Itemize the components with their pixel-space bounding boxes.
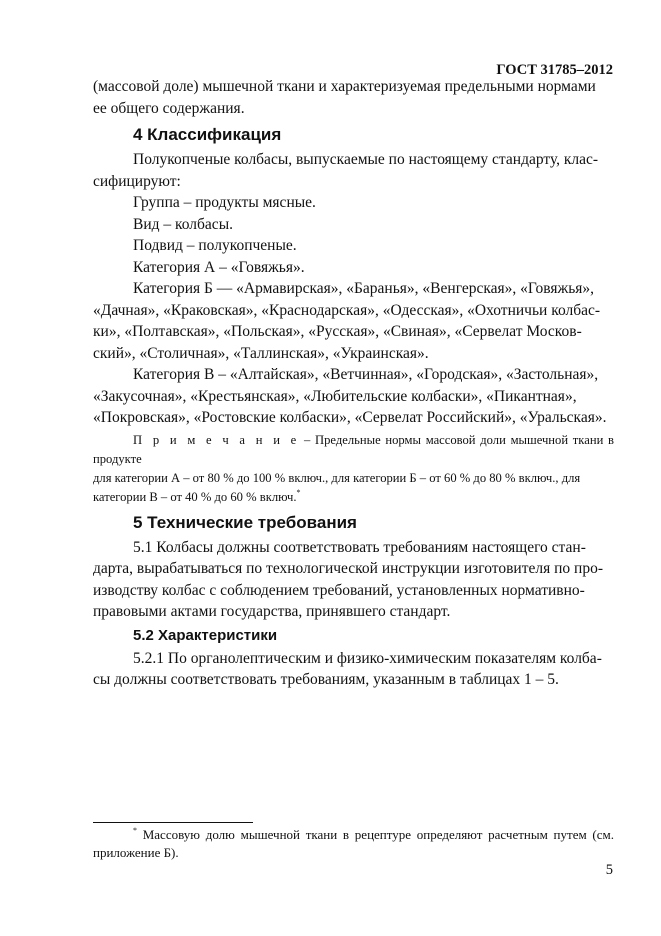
category-b-line: ский», «Столичная», «Таллинская», «Украинская». — [93, 344, 429, 362]
section-5-heading: 5 Технические требования — [133, 512, 357, 532]
page-content — [93, 76, 614, 691]
paragraph-line: Полукопченые колбасы, выпускаемые по настоящему стандарту, клас- — [133, 151, 599, 168]
category-b-line: Категория Б — «Армавирская», «Баранья», «Венгерская», «Говяжья», — [133, 280, 595, 297]
note-text: – Предельные нормы массовой доли мышечной ткани в продукте — [93, 432, 614, 466]
classification-group: Группа – продукты мясные. — [133, 194, 316, 211]
category-c-line: Категория В – «Алтайская», «Ветчинная», «Городская», «Застольная», — [133, 366, 599, 383]
note — [93, 431, 614, 507]
footnote-marker: * — [296, 487, 301, 497]
paragraph-line: 5.2.1 По органолептическим и физико-химическим показателям колба- — [133, 649, 602, 667]
note-text: категории В – от 40 % до 60 % включ. — [93, 489, 297, 504]
category-c-line: «Покровская», «Ростовские колбаски», «Сервелат Российский», «Уральская». — [93, 409, 607, 426]
paragraph-line: изводству колбас с соблюдением требований, установленных нормативно- — [93, 581, 585, 599]
note-text: для категории А – от 80 % до 100 % включ., для категории Б – от 60 % до 80 % включ., для — [93, 470, 581, 485]
classification-subkind: Подвид – полукопченые. — [133, 237, 297, 254]
footnote — [93, 826, 614, 862]
intro-line: ее общего содержания. — [93, 99, 245, 117]
category-b-line: «Дачная», «Краковская», «Краснодарская», «Одесская», «Охотничьи колбас- — [93, 301, 601, 319]
intro-line: (массовой доле) мышечной ткани и характеризуемая предельными нормами — [93, 78, 596, 95]
category-c-line: «Закусочная», «Крестьянская», «Любительские колбаски», «Пикантная», — [93, 387, 577, 405]
section-4-heading: 4 Классификация — [133, 125, 282, 144]
paragraph-line: правовыми актами государства, принявшего стандарт. — [93, 603, 451, 620]
paragraph-line: сы должны соответствовать требованиям, указанным в таблицах 1 – 5. — [93, 671, 559, 688]
standard-id: ГОСТ 31785–2012 — [496, 62, 613, 78]
note-label: П р и м е ч а н и е — [133, 432, 300, 447]
section-5-2-heading: 5.2 Характеристики — [133, 626, 278, 644]
footnote-marker: * — [133, 826, 137, 835]
footnote-divider — [93, 822, 253, 823]
paragraph-line: 5.1 Колбасы должны соответствовать требованиям настоящего стан- — [133, 538, 586, 556]
footnote-text: Массовую долю мышечной ткани в рецептуре определяют расчетным путем (см. приложение Б). — [93, 827, 614, 860]
paragraph-line: сифицируют: — [93, 172, 181, 190]
page-number: 5 — [605, 862, 613, 878]
category-a: Категория А – «Говяжья». — [133, 258, 305, 276]
classification-kind: Вид – колбасы. — [133, 215, 233, 233]
paragraph-line: дарта, вырабатываться по технологической инструкции изготовителя по про- — [93, 560, 603, 577]
category-b-line: ки», «Полтавская», «Польская», «Русская», «Свиная», «Сервелат Москов- — [93, 323, 582, 340]
